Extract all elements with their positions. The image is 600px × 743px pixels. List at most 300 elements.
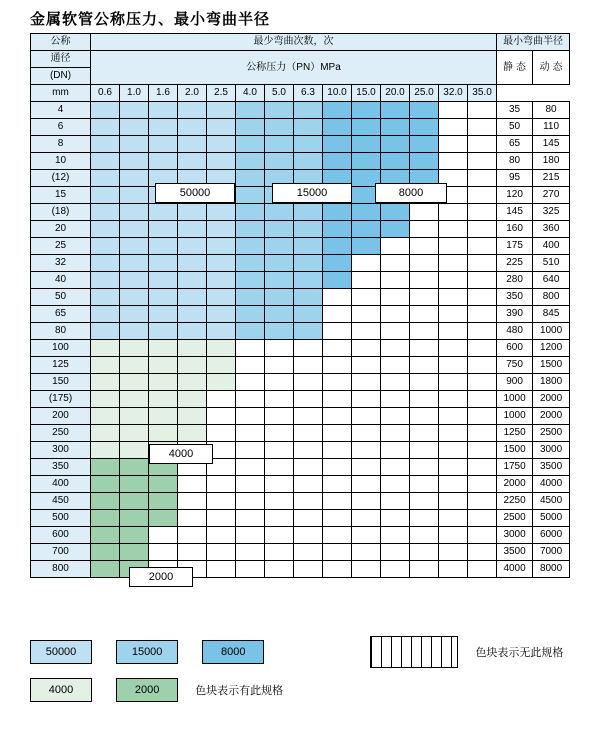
cell-r9-c2 (149, 255, 178, 272)
cell-r14-c10 (381, 340, 410, 357)
cell-r0-c4 (207, 102, 236, 119)
cell-r1-c9 (352, 119, 381, 136)
row-static-radius: 390 (497, 306, 533, 323)
header-dynamic: 动 态 (533, 51, 570, 85)
row-static-radius: 50 (497, 119, 533, 136)
cell-r2-c3 (178, 136, 207, 153)
cell-r18-c1 (120, 408, 149, 425)
cell-r22-c3 (178, 476, 207, 493)
cell-r24-c1 (120, 510, 149, 527)
cell-r1-c2 (149, 119, 178, 136)
cell-r22-c6 (265, 476, 294, 493)
cell-r10-c12 (439, 272, 468, 289)
row-static-radius: 4000 (497, 561, 533, 578)
cell-r21-c8 (323, 459, 352, 476)
cell-r19-c5 (236, 425, 265, 442)
table-row (31, 408, 570, 425)
cell-r26-c4 (207, 544, 236, 561)
cell-r21-c0 (91, 459, 120, 476)
row-static-radius: 750 (497, 357, 533, 374)
row-dn: 350 (31, 459, 91, 476)
cell-r10-c4 (207, 272, 236, 289)
row-dynamic-radius: 180 (533, 153, 570, 170)
cell-r13-c2 (149, 323, 178, 340)
col-header-3: 2.0 (178, 85, 207, 102)
cell-r3-c3 (178, 153, 207, 170)
cell-r8-c1 (120, 238, 149, 255)
cell-r23-c8 (323, 493, 352, 510)
cell-r6-c7 (294, 204, 323, 221)
cell-r24-c13 (468, 510, 497, 527)
cell-r11-c6 (265, 289, 294, 306)
row-dn: 200 (31, 408, 91, 425)
cell-r12-c7 (294, 306, 323, 323)
row-dn: 32 (31, 255, 91, 272)
cell-r24-c5 (236, 510, 265, 527)
cell-r25-c7 (294, 527, 323, 544)
row-dn: 15 (31, 187, 91, 204)
cell-r16-c0 (91, 374, 120, 391)
cell-r2-c12 (439, 136, 468, 153)
cell-r21-c10 (381, 459, 410, 476)
cell-r26-c7 (294, 544, 323, 561)
cell-r11-c0 (91, 289, 120, 306)
cell-r16-c5 (236, 374, 265, 391)
cell-r17-c9 (352, 391, 381, 408)
cell-r16-c6 (265, 374, 294, 391)
col-header-5: 4.0 (236, 85, 265, 102)
cell-r16-c2 (149, 374, 178, 391)
cell-r18-c9 (352, 408, 381, 425)
cell-r14-c9 (352, 340, 381, 357)
row-dn: 100 (31, 340, 91, 357)
col-header-13: 35.0 (468, 85, 497, 102)
row-static-radius: 80 (497, 153, 533, 170)
cell-r24-c8 (323, 510, 352, 527)
cell-r0-c3 (178, 102, 207, 119)
cell-r17-c12 (439, 391, 468, 408)
table-row (31, 357, 570, 374)
header-dn-line2: 通径 (31, 51, 91, 68)
row-dynamic-radius: 1000 (533, 323, 570, 340)
cell-r13-c10 (381, 323, 410, 340)
label-50000: 50000 (155, 183, 235, 203)
cell-r20-c6 (265, 442, 294, 459)
row-dynamic-radius: 4000 (533, 476, 570, 493)
col-header-4: 2.5 (207, 85, 236, 102)
cell-r3-c1 (120, 153, 149, 170)
row-static-radius: 145 (497, 204, 533, 221)
cell-r2-c10 (381, 136, 410, 153)
cell-r15-c5 (236, 357, 265, 374)
cell-r13-c12 (439, 323, 468, 340)
cell-r8-c3 (178, 238, 207, 255)
cell-r21-c6 (265, 459, 294, 476)
cell-r18-c13 (468, 408, 497, 425)
row-dynamic-radius: 2000 (533, 391, 570, 408)
cell-r18-c11 (410, 408, 439, 425)
cell-r11-c7 (294, 289, 323, 306)
page-title: 金属软管公称压力、最小弯曲半径 (30, 10, 271, 28)
cell-r6-c11 (410, 204, 439, 221)
col-header-0: 0.6 (91, 85, 120, 102)
cell-r14-c7 (294, 340, 323, 357)
cell-r15-c6 (265, 357, 294, 374)
col-header-7: 6.3 (294, 85, 323, 102)
cell-r18-c6 (265, 408, 294, 425)
cell-r24-c7 (294, 510, 323, 527)
row-static-radius: 3000 (497, 527, 533, 544)
cell-r1-c5 (236, 119, 265, 136)
table-row (31, 204, 570, 221)
table-row (31, 493, 570, 510)
cell-r20-c11 (410, 442, 439, 459)
cell-r22-c4 (207, 476, 236, 493)
cell-r17-c0 (91, 391, 120, 408)
row-dynamic-radius: 1200 (533, 340, 570, 357)
row-static-radius: 35 (497, 102, 533, 119)
cell-r25-c13 (468, 527, 497, 544)
cell-r10-c8 (323, 272, 352, 289)
cell-r10-c2 (149, 272, 178, 289)
row-dynamic-radius: 400 (533, 238, 570, 255)
row-static-radius: 1000 (497, 408, 533, 425)
header-pressure: 公称压力（PN）MPa (91, 51, 497, 85)
cell-r19-c8 (323, 425, 352, 442)
cell-r9-c4 (207, 255, 236, 272)
row-static-radius: 160 (497, 221, 533, 238)
cell-r26-c5 (236, 544, 265, 561)
cell-r10-c6 (265, 272, 294, 289)
cell-r22-c0 (91, 476, 120, 493)
cell-r9-c9 (352, 255, 381, 272)
cell-r8-c12 (439, 238, 468, 255)
cell-r18-c12 (439, 408, 468, 425)
cell-r7-c2 (149, 221, 178, 238)
row-dynamic-radius: 510 (533, 255, 570, 272)
label-8000: 8000 (375, 183, 447, 203)
cell-r12-c12 (439, 306, 468, 323)
header-bend-times: 最少弯曲次数，次 (91, 34, 497, 51)
cell-r18-c7 (294, 408, 323, 425)
cell-r3-c2 (149, 153, 178, 170)
row-dynamic-radius: 2500 (533, 425, 570, 442)
cell-r13-c8 (323, 323, 352, 340)
cell-r3-c6 (265, 153, 294, 170)
cell-r7-c6 (265, 221, 294, 238)
cell-r19-c0 (91, 425, 120, 442)
row-dn: (175) (31, 391, 91, 408)
cell-r13-c0 (91, 323, 120, 340)
row-dynamic-radius: 8000 (533, 561, 570, 578)
cell-r4-c13 (468, 170, 497, 187)
cell-r19-c9 (352, 425, 381, 442)
cell-r7-c9 (352, 221, 381, 238)
header-row-4 (31, 85, 570, 102)
row-dynamic-radius: 7000 (533, 544, 570, 561)
cell-r27-c13 (468, 561, 497, 578)
cell-r17-c4 (207, 391, 236, 408)
cell-r12-c3 (178, 306, 207, 323)
table-row (31, 102, 570, 119)
table-row (31, 340, 570, 357)
cell-r26-c3 (178, 544, 207, 561)
cell-r26-c0 (91, 544, 120, 561)
cell-r5-c0 (91, 187, 120, 204)
header-row-2 (31, 51, 570, 68)
cell-r27-c4 (207, 561, 236, 578)
cell-r1-c7 (294, 119, 323, 136)
cell-r26-c2 (149, 544, 178, 561)
cell-r3-c7 (294, 153, 323, 170)
cell-r17-c11 (410, 391, 439, 408)
cell-r6-c6 (265, 204, 294, 221)
cell-r17-c10 (381, 391, 410, 408)
cell-r23-c10 (381, 493, 410, 510)
row-dn: 450 (31, 493, 91, 510)
cell-r19-c3 (178, 425, 207, 442)
cell-r10-c3 (178, 272, 207, 289)
spec-table-container (30, 33, 570, 583)
cell-r23-c2 (149, 493, 178, 510)
cell-r23-c0 (91, 493, 120, 510)
row-dynamic-radius: 5000 (533, 510, 570, 527)
cell-r25-c11 (410, 527, 439, 544)
cell-r25-c0 (91, 527, 120, 544)
cell-r0-c11 (410, 102, 439, 119)
cell-r16-c12 (439, 374, 468, 391)
row-dynamic-radius: 325 (533, 204, 570, 221)
cell-r20-c0 (91, 442, 120, 459)
cell-r12-c5 (236, 306, 265, 323)
table-row (31, 459, 570, 476)
cell-r5-c13 (468, 187, 497, 204)
cell-r20-c12 (439, 442, 468, 459)
cell-r27-c6 (265, 561, 294, 578)
cell-r4-c0 (91, 170, 120, 187)
cell-r9-c5 (236, 255, 265, 272)
row-dynamic-radius: 1500 (533, 357, 570, 374)
cell-r23-c9 (352, 493, 381, 510)
cell-r21-c1 (120, 459, 149, 476)
cell-r0-c10 (381, 102, 410, 119)
table-body (31, 102, 570, 578)
cell-r27-c9 (352, 561, 381, 578)
row-static-radius: 1750 (497, 459, 533, 476)
cell-r20-c5 (236, 442, 265, 459)
cell-r18-c3 (178, 408, 207, 425)
cell-r12-c0 (91, 306, 120, 323)
cell-r26-c1 (120, 544, 149, 561)
row-dynamic-radius: 3000 (533, 442, 570, 459)
cell-r17-c13 (468, 391, 497, 408)
cell-r27-c10 (381, 561, 410, 578)
cell-r21-c5 (236, 459, 265, 476)
cell-r9-c6 (265, 255, 294, 272)
row-static-radius: 2000 (497, 476, 533, 493)
cell-r11-c3 (178, 289, 207, 306)
cell-r9-c12 (439, 255, 468, 272)
cell-r15-c11 (410, 357, 439, 374)
cell-r12-c8 (323, 306, 352, 323)
cell-r21-c11 (410, 459, 439, 476)
header-static: 静 态 (497, 51, 533, 85)
cell-r22-c7 (294, 476, 323, 493)
cell-r7-c12 (439, 221, 468, 238)
row-static-radius: 2500 (497, 510, 533, 527)
row-static-radius: 1500 (497, 442, 533, 459)
cell-r6-c3 (178, 204, 207, 221)
cell-r0-c8 (323, 102, 352, 119)
cell-r26-c10 (381, 544, 410, 561)
cell-r7-c11 (410, 221, 439, 238)
cell-r23-c11 (410, 493, 439, 510)
row-dn: 10 (31, 153, 91, 170)
col-header-12: 32.0 (439, 85, 468, 102)
cell-r0-c9 (352, 102, 381, 119)
cell-r3-c5 (236, 153, 265, 170)
cell-r23-c3 (178, 493, 207, 510)
row-static-radius: 1250 (497, 425, 533, 442)
cell-r9-c1 (120, 255, 149, 272)
cell-r25-c4 (207, 527, 236, 544)
cell-r27-c7 (294, 561, 323, 578)
cell-r0-c1 (120, 102, 149, 119)
col-header-9: 15.0 (352, 85, 381, 102)
table-row (31, 391, 570, 408)
cell-r2-c1 (120, 136, 149, 153)
spec-table (30, 33, 570, 578)
cell-r11-c1 (120, 289, 149, 306)
cell-r27-c8 (323, 561, 352, 578)
cell-r22-c2 (149, 476, 178, 493)
cell-r11-c9 (352, 289, 381, 306)
table-head (31, 34, 570, 102)
row-static-radius: 225 (497, 255, 533, 272)
table-row (31, 561, 570, 578)
row-dn: (18) (31, 204, 91, 221)
cell-r6-c5 (236, 204, 265, 221)
cell-r14-c11 (410, 340, 439, 357)
col-header-8: 10.0 (323, 85, 352, 102)
cell-r14-c2 (149, 340, 178, 357)
cell-r7-c3 (178, 221, 207, 238)
cell-r22-c11 (410, 476, 439, 493)
cell-r18-c5 (236, 408, 265, 425)
cell-r7-c4 (207, 221, 236, 238)
cell-r11-c12 (439, 289, 468, 306)
cell-r0-c0 (91, 102, 120, 119)
cell-r7-c1 (120, 221, 149, 238)
cell-r11-c11 (410, 289, 439, 306)
cell-r15-c9 (352, 357, 381, 374)
cell-r12-c9 (352, 306, 381, 323)
cell-r3-c10 (381, 153, 410, 170)
cell-r24-c0 (91, 510, 120, 527)
cell-r18-c4 (207, 408, 236, 425)
cell-r16-c10 (381, 374, 410, 391)
cell-r2-c8 (323, 136, 352, 153)
row-dn: 300 (31, 442, 91, 459)
row-dynamic-radius: 800 (533, 289, 570, 306)
legend-swatch-8000: 8000 (202, 640, 264, 664)
legend-swatch-50000: 50000 (30, 640, 92, 664)
cell-r6-c2 (149, 204, 178, 221)
cell-r17-c1 (120, 391, 149, 408)
cell-r23-c5 (236, 493, 265, 510)
cell-r5-c5 (236, 187, 265, 204)
cell-r14-c0 (91, 340, 120, 357)
cell-r15-c3 (178, 357, 207, 374)
cell-r7-c13 (468, 221, 497, 238)
cell-r19-c1 (120, 425, 149, 442)
cell-r7-c8 (323, 221, 352, 238)
cell-r24-c10 (381, 510, 410, 527)
label-4000: 4000 (149, 444, 213, 464)
cell-r11-c4 (207, 289, 236, 306)
cell-r8-c7 (294, 238, 323, 255)
cell-r24-c4 (207, 510, 236, 527)
col-header-11: 25.0 (410, 85, 439, 102)
legend-swatch-15000: 15000 (116, 640, 178, 664)
table-row (31, 289, 570, 306)
legend-swatch-2000: 2000 (116, 678, 178, 702)
cell-r13-c5 (236, 323, 265, 340)
row-static-radius: 350 (497, 289, 533, 306)
cell-r13-c9 (352, 323, 381, 340)
cell-r5-c1 (120, 187, 149, 204)
cell-r21-c9 (352, 459, 381, 476)
cell-r13-c3 (178, 323, 207, 340)
cell-r8-c2 (149, 238, 178, 255)
cell-r8-c8 (323, 238, 352, 255)
cell-r25-c3 (178, 527, 207, 544)
legend-strip-pattern (370, 636, 458, 668)
row-static-radius: 600 (497, 340, 533, 357)
row-dn: 65 (31, 306, 91, 323)
legend-note-color: 色块表示有此规格 (195, 685, 284, 697)
cell-r10-c5 (236, 272, 265, 289)
header-dn-line1: 公称 (31, 34, 91, 51)
cell-r16-c11 (410, 374, 439, 391)
cell-r0-c2 (149, 102, 178, 119)
table-row (31, 238, 570, 255)
cell-r27-c5 (236, 561, 265, 578)
cell-r13-c11 (410, 323, 439, 340)
cell-r2-c7 (294, 136, 323, 153)
table-row (31, 306, 570, 323)
cell-r23-c12 (439, 493, 468, 510)
cell-r1-c1 (120, 119, 149, 136)
cell-r22-c1 (120, 476, 149, 493)
cell-r16-c7 (294, 374, 323, 391)
cell-r23-c1 (120, 493, 149, 510)
row-dynamic-radius: 2000 (533, 408, 570, 425)
table-row (31, 425, 570, 442)
row-static-radius: 900 (497, 374, 533, 391)
cell-r18-c2 (149, 408, 178, 425)
cell-r11-c2 (149, 289, 178, 306)
cell-r2-c6 (265, 136, 294, 153)
cell-r7-c7 (294, 221, 323, 238)
cell-r25-c8 (323, 527, 352, 544)
cell-r25-c5 (236, 527, 265, 544)
cell-r8-c9 (352, 238, 381, 255)
label-15000: 15000 (272, 183, 352, 203)
table-row (31, 323, 570, 340)
table-row (31, 527, 570, 544)
row-static-radius: 95 (497, 170, 533, 187)
